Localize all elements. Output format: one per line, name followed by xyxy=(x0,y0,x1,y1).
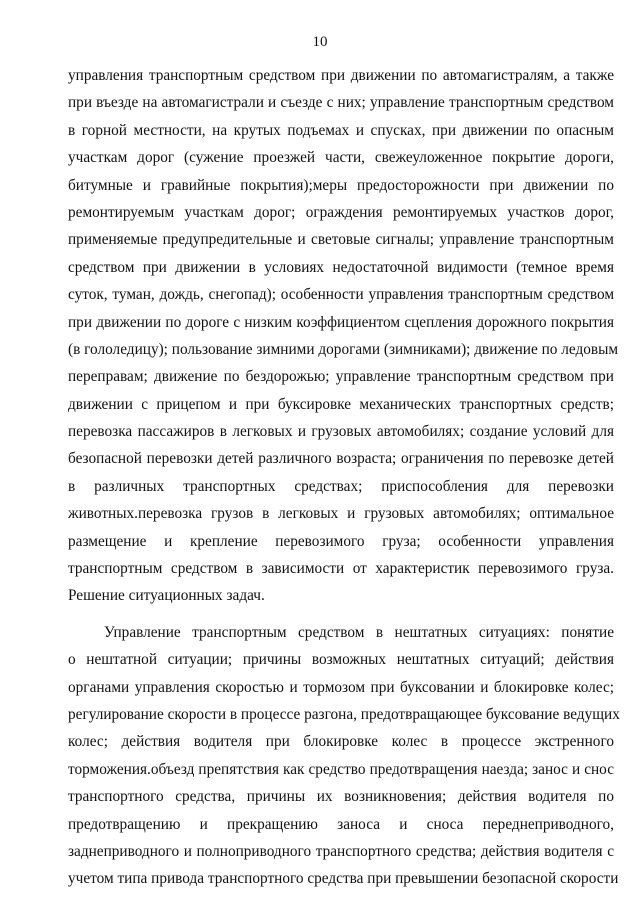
text-line: торможения.объезд препятствия как средство предотвращения наезда; занос и снос xyxy=(68,760,614,778)
text-line: Управление транспортным средством в нештатных ситуациях: понятие xyxy=(104,623,614,641)
text-line: перевозка пассажиров в легковых и грузовых автомобилях; создание условий для xyxy=(68,423,614,441)
text-line: ремонтируемым участкам дорог; ограждения ремонтируемых участков дорог, xyxy=(68,203,614,221)
text-line: заднеприводного и полноприводного транспортного средства; действия водителя с xyxy=(68,842,614,860)
text-line: о нештатной ситуации; причины возможных нештатных ситуаций; действия xyxy=(68,651,614,669)
text-line: регулирование скорости в процессе разгона, предотвращающее буксование ведущих xyxy=(68,705,620,723)
text-line: в различных транспортных средствах; приспособления для перевозки xyxy=(68,477,614,495)
text-line: животных.перевозка грузов в легковых и грузовых автомобилях; оптимальное xyxy=(68,505,614,523)
text-line: транспортного средства, причины их возникновения; действия водителя по xyxy=(68,788,614,806)
text-line: битумные и гравийные покрытия);меры предосторожности при движении по xyxy=(68,176,614,194)
text-line: суток, туман, дождь, снегопад); особенности управления транспортным средством xyxy=(68,286,614,304)
paragraph-2 xyxy=(68,619,620,893)
text-line: учетом типа привода транспортного средства при превышении безопасной скорости xyxy=(68,870,619,888)
text-line: движении с прицепом и при буксировке механических транспортных средств; xyxy=(68,395,614,413)
paragraph-1 xyxy=(68,62,619,610)
text-line: в горной местности, на крутых подъемах и спусках, при движении по опасным xyxy=(68,121,614,139)
text-line: предотвращению и прекращению заноса и сноса переднеприводного, xyxy=(68,815,614,833)
text-line: управления транспортным средством при движении по автомагистралям, а также xyxy=(68,67,614,84)
text-line: безопасной перевозки детей различного возраста; ограничения по перевозке детей xyxy=(68,450,614,468)
text-line: переправам; движение по бездорожью; управление транспортным средством при xyxy=(68,368,614,386)
text-line: при въезде на автомагистрали и съезде с них; управление транспортным средством xyxy=(68,94,614,112)
page-number: 10 xyxy=(312,34,328,50)
text-line: транспортным средством в зависимости от характеристик перевозимого груза. xyxy=(68,560,614,578)
text-line: органами управления скоростью и тормозом при буксовании и блокировке колес; xyxy=(68,678,614,696)
text-line: Решение ситуационных задач. xyxy=(68,587,265,605)
text-line: (в гололедицу); пользование зимними дорогами (зимниками); движение по ледовым xyxy=(68,340,619,358)
text-line: размещение и крепление перевозимого груза; особенности управления xyxy=(68,532,614,550)
text-line: колес; действия водителя при блокировке колес в процессе экстренного xyxy=(68,733,614,751)
paragraph-gap xyxy=(68,610,614,619)
text-line: участкам дорог (сужение проезжей части, свежеуложенное покрытие дороги, xyxy=(68,149,614,167)
text-line: средством при движении в условиях недостаточной видимости (темное время xyxy=(68,258,614,276)
document-body xyxy=(68,62,620,893)
text-line: при движении по дороге с низким коэффициентом сцепления дорожного покрытия xyxy=(68,313,614,331)
text-line: применяемые предупредительные и световые сигналы; управление транспортным xyxy=(68,231,614,249)
